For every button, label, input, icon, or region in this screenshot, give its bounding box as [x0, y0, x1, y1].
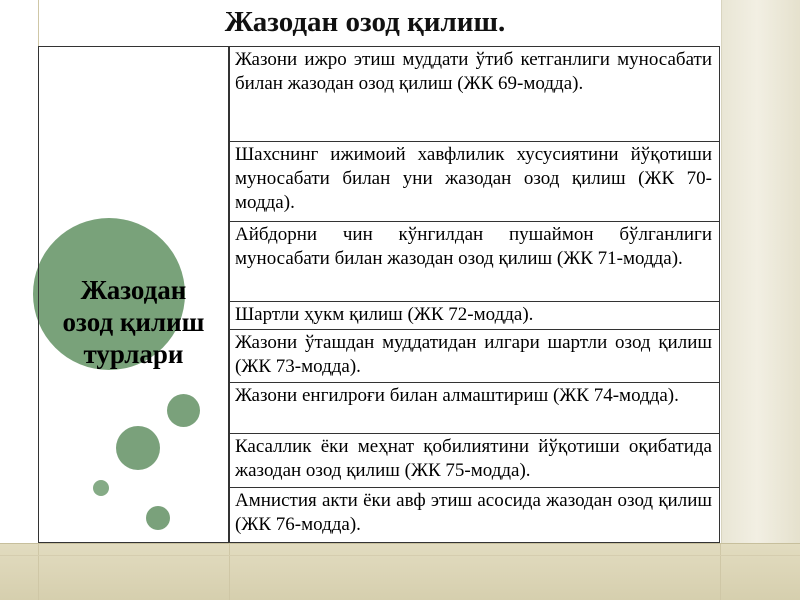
divider	[0, 555, 800, 556]
category-label	[38, 274, 229, 370]
slide-title: Жазодан озод қилиш.	[224, 6, 506, 38]
right-decorative-strip	[722, 0, 800, 600]
category-label-line: турлари	[83, 339, 184, 369]
table-row: Амнистия акти ёки авф этиш асосида жазодан озод қилиш (ЖК 76-модда).	[229, 487, 720, 543]
table-row: Касаллик ёки меҳнат қобилиятини йўқотиши оқибатида жазодан озод қилиш (ЖК 75-модда).	[229, 433, 720, 488]
divider	[0, 543, 800, 544]
table-row: Айбдорни чин кўнгилдан пушаймон бўлганлиги муносабати билан жазодан озод қилиш (ЖК 71-модда).	[229, 221, 720, 302]
bottom-decorative-band	[0, 543, 800, 600]
divider	[229, 543, 230, 600]
table-row: Жазони ижро этиш муддати ўтиб кетганлиги муносабати билан жазодан озод қилиш (ЖК 69-модда).	[229, 46, 720, 142]
category-label-line: Жазодан	[80, 275, 187, 305]
table-row: Жазони ўташдан муддатидан илгари шартли озод қилиш (ЖК 73-модда).	[229, 329, 720, 383]
divider	[720, 543, 721, 600]
table-row: Жазони енгилроғи билан алмаштириш (ЖК 74-модда).	[229, 382, 720, 434]
table-row: Шахснинг ижимоий хавфлилик хусусиятини йўқотиши муносабати билан уни жазодан озод қилиш (ЖК 70-модда).	[229, 141, 720, 222]
table-row: Шартли ҳукм қилиш (ЖК 72-модда).	[229, 301, 720, 330]
divider	[721, 0, 722, 600]
category-label-line: озод қилиш	[62, 307, 205, 337]
